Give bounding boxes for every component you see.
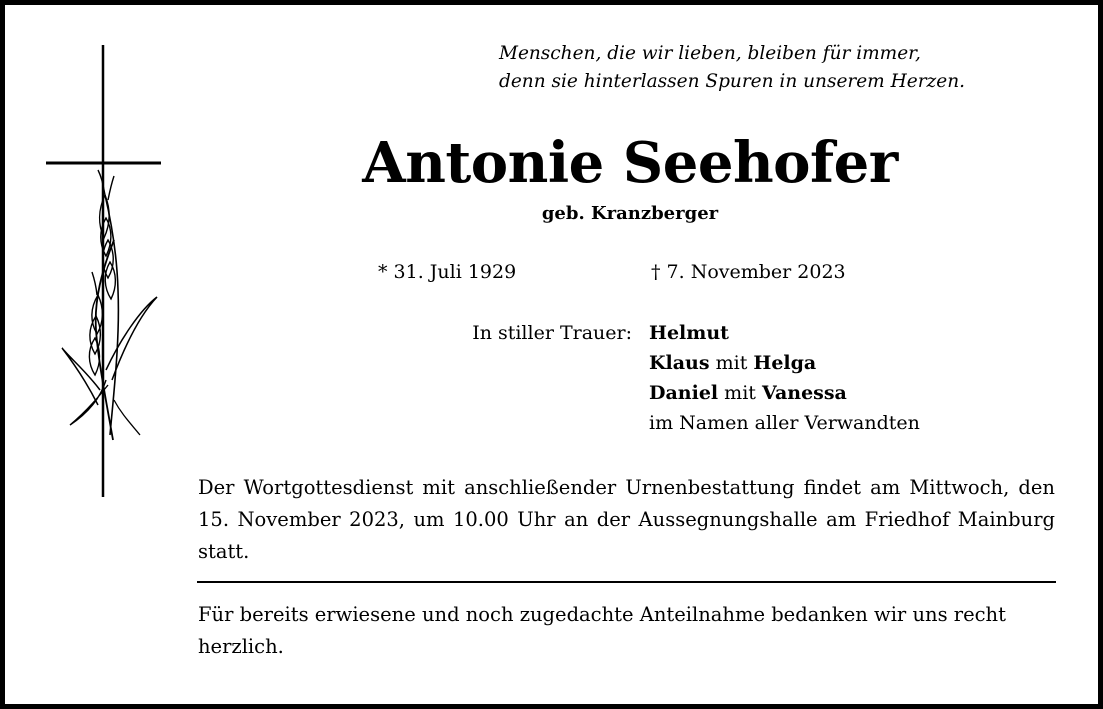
cross-with-wheat-icon: [40, 40, 170, 500]
relatives-line: im Namen aller Verwandten: [649, 412, 920, 434]
mourner-name: Helmut: [649, 322, 729, 344]
mourner-partner: Helga: [753, 352, 817, 374]
mourner-partner: Vanessa: [761, 382, 847, 404]
mourning-label: In stiller Trauer:: [472, 322, 632, 344]
mourner-name: Klaus: [649, 352, 710, 374]
mourner-row: [649, 348, 1069, 378]
thanks-text: Für bereits erwiesene und noch zugedachte Anteilnahme bedanken wir uns recht herzlich.: [198, 603, 1006, 658]
death-date: † 7. November 2023: [651, 261, 846, 283]
memorial-quote: [499, 40, 1089, 96]
quote-line-1: Menschen, die wir lieben, bleiben für immer,: [499, 43, 921, 64]
mourner-connector: mit: [709, 352, 754, 374]
mourner-name: Daniel: [649, 382, 719, 404]
divider-line: [197, 581, 1056, 583]
mourners-list: [649, 318, 1069, 438]
mourner-connector: mit: [718, 382, 762, 404]
service-announcement: Der Wortgottesdienst mit anschließender Urnenbestattung findet am Mittwoch, den 15. November 2023, um 10.00 Uhr an der Aussegnungshalle am Friedhof Mainburg statt.: [198, 476, 1055, 563]
birth-date: * 31. Juli 1929: [378, 261, 517, 283]
mourner-row: [649, 378, 1069, 408]
birth-name: geb. Kranzberger: [541, 203, 719, 224]
deceased-name: Antonie Seehofer: [362, 130, 898, 196]
quote-line-2: denn sie hinterlassen Spuren in unserem Herzen.: [499, 71, 966, 92]
mourner-row: [649, 318, 1069, 348]
